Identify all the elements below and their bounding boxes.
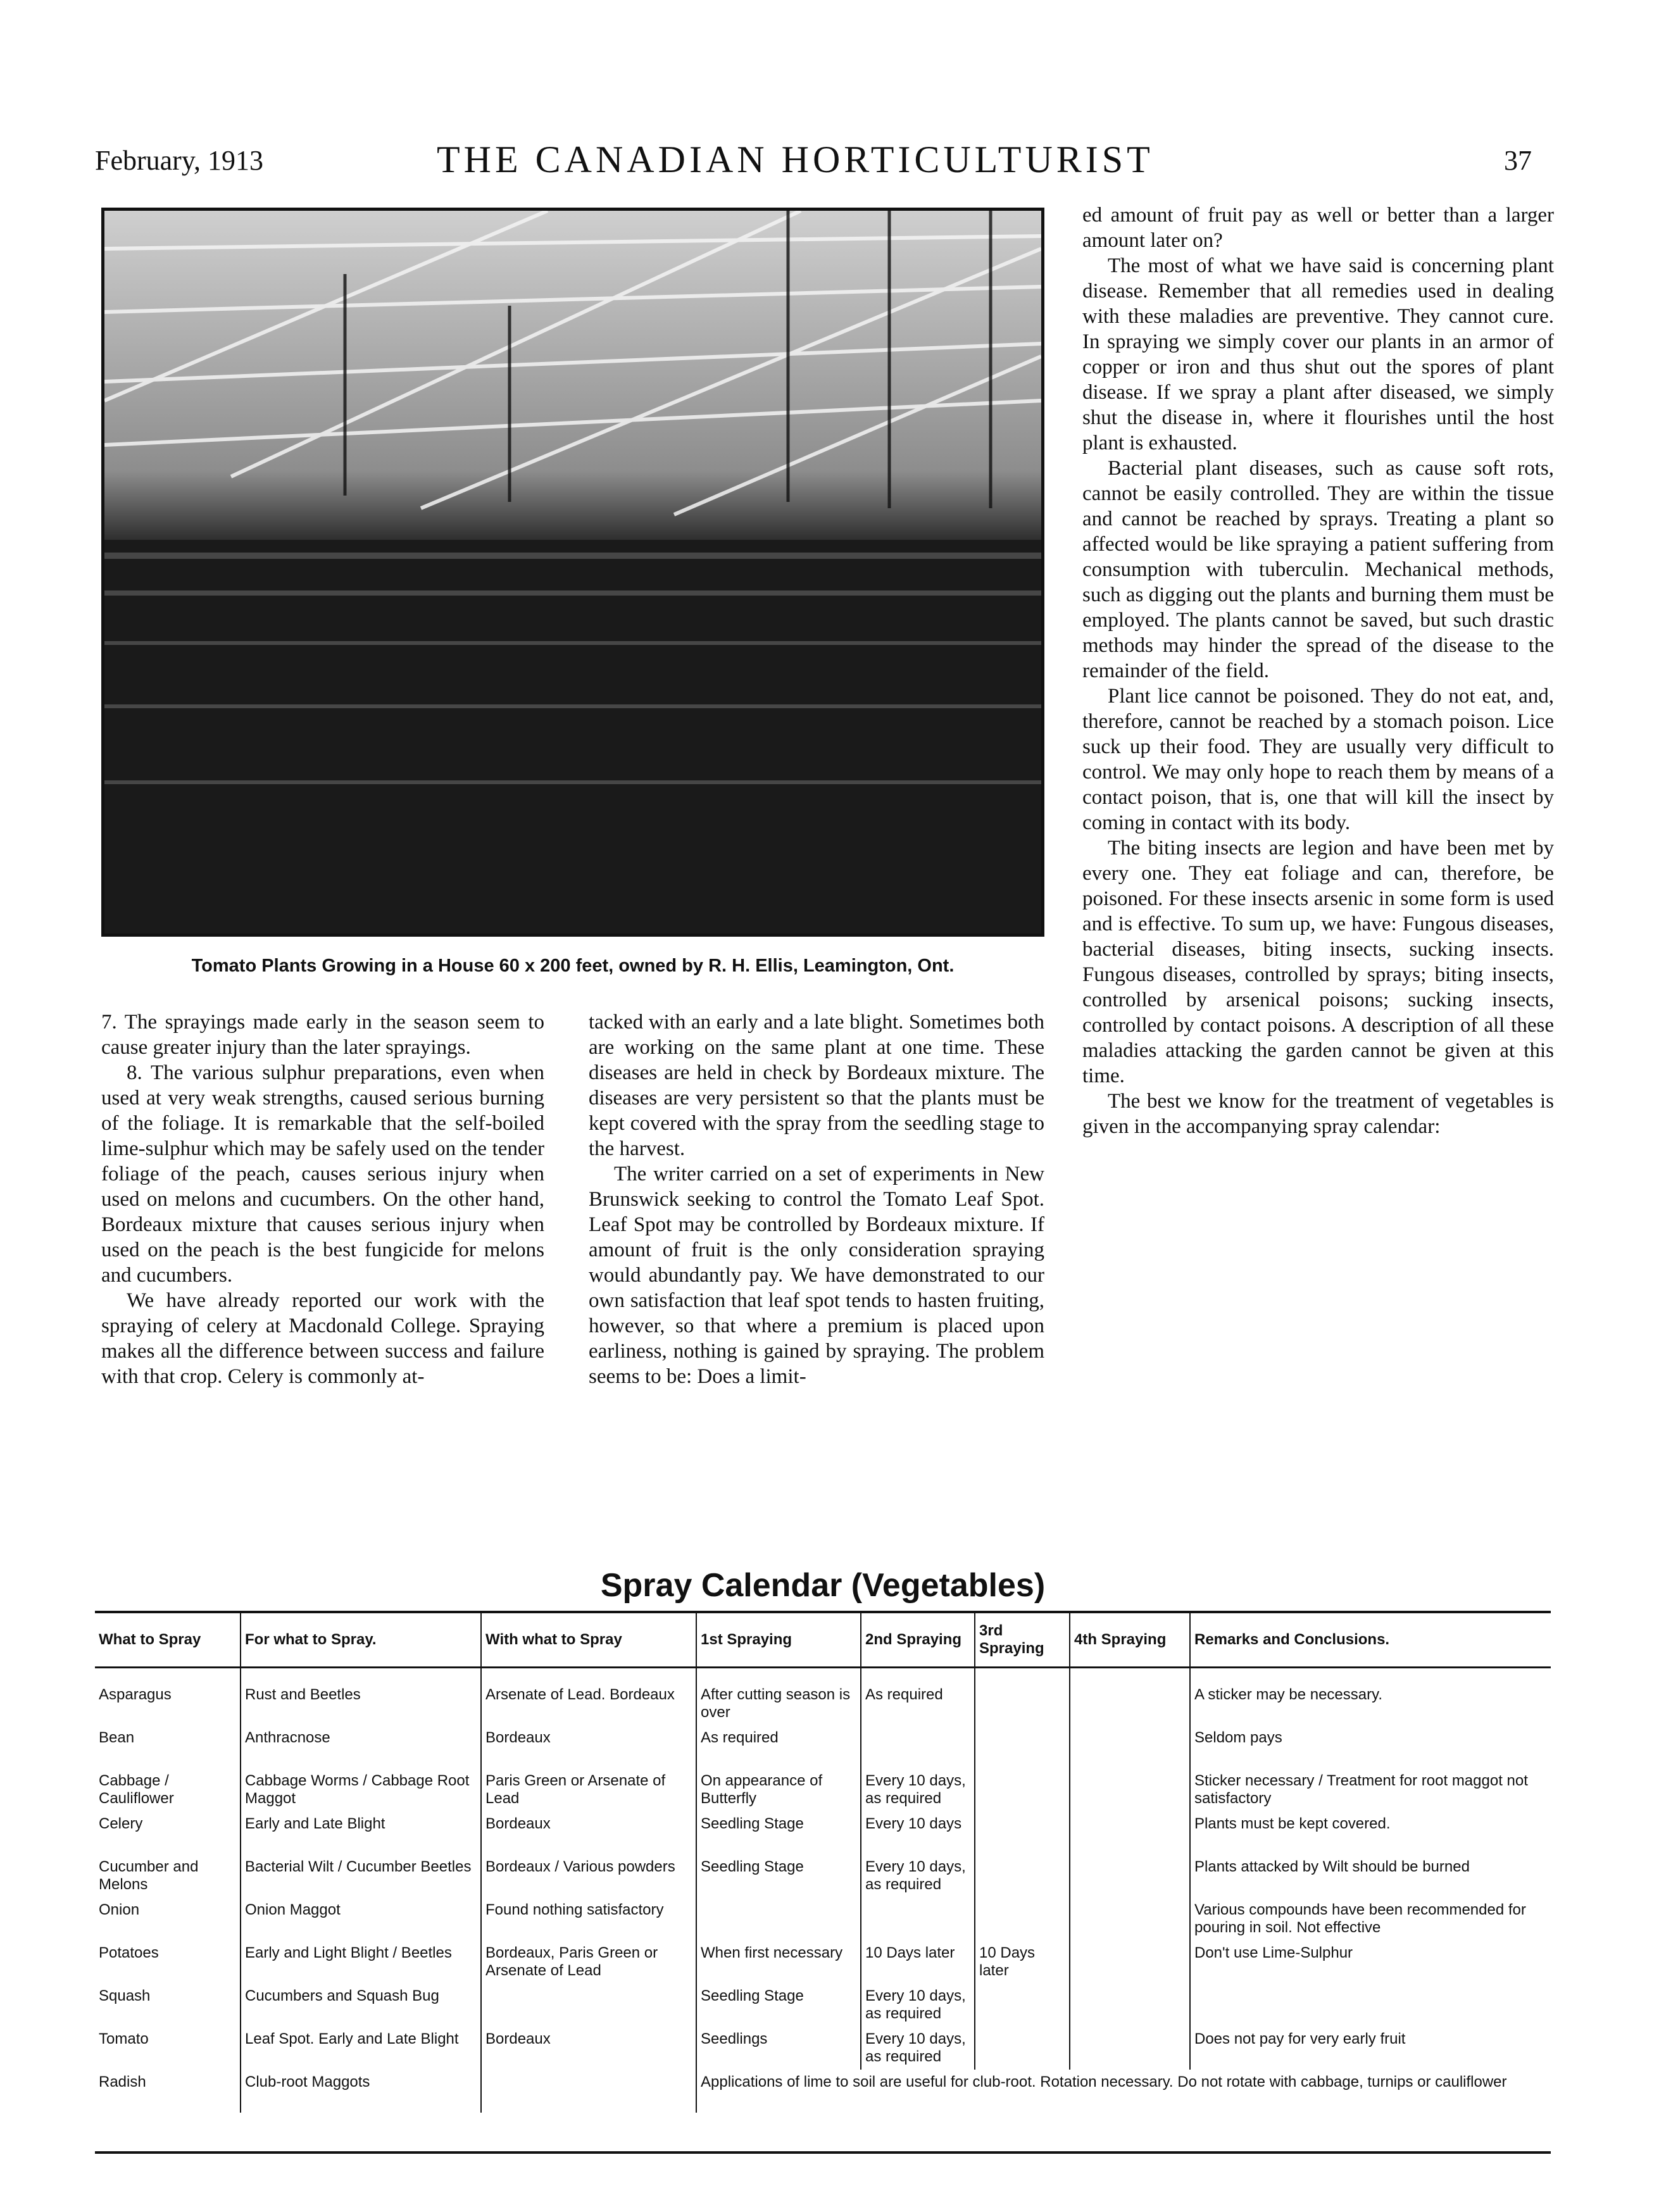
table-cell	[1070, 1940, 1190, 1984]
table-cell: Bordeaux / Various powders	[481, 1854, 696, 1897]
paragraph: ed amount of fruit pay as well or better than a larger amount later on?	[1082, 204, 1554, 252]
calendar-title: Spray Calendar (Vegetables)	[600, 1567, 1046, 1604]
table-cell	[481, 1984, 696, 2027]
table-cell	[861, 1725, 975, 1768]
paragraph: The best we know for the treatment of vegetables is given in the accompanying spray calendar:	[1082, 1090, 1554, 1138]
column-header: With what to Spray	[481, 1613, 696, 1668]
table-cell: Plants attacked by Wilt should be burned	[1194, 1858, 1470, 1875]
table-cell: Squash	[95, 1984, 241, 2027]
table-row	[95, 2027, 1551, 2070]
table-cell	[1070, 2027, 1190, 2070]
table-cell	[975, 2027, 1070, 2070]
column-header: 3rd Spraying	[975, 1613, 1070, 1668]
column-header: What to Spray	[95, 1613, 241, 1668]
table-cell: Applications of lime to soil are useful for club-root. Rotation necessary. Do not rotate with cabbage, turnips or cauliflower	[701, 2073, 1507, 2090]
table-row	[95, 1984, 1551, 2027]
table-cell	[696, 1897, 861, 1940]
column-header: 1st Spraying	[696, 1613, 861, 1668]
table-cell	[1070, 1811, 1190, 1854]
column-left	[101, 1009, 544, 1389]
table-cell	[975, 1668, 1070, 1726]
spray-calendar	[95, 1611, 1551, 2154]
table-cell: 10 Days later	[861, 1940, 975, 1984]
table-cell	[975, 1984, 1070, 2027]
table-cell	[1070, 1668, 1190, 1726]
table-cell	[1070, 1768, 1190, 1811]
table-cell	[975, 1725, 1070, 1768]
table-row	[95, 1768, 1551, 1811]
table-cell	[1070, 1725, 1190, 1768]
table-cell: Seedlings	[696, 2027, 861, 2070]
greenhouse-photo	[101, 208, 1044, 937]
spray-calendar-table	[95, 1613, 1551, 2113]
table-row	[95, 2070, 1551, 2113]
table-cell: Every 10 days, as required	[861, 1854, 975, 1897]
page-number: 37	[1504, 145, 1532, 176]
table-cell	[1070, 1897, 1190, 1940]
table-cell: Seedling Stage	[696, 1854, 861, 1897]
paragraph: The writer carried on a set of experiments in New Brunswick seeking to control the Tomato Leaf Spot. Leaf Spot may be controlled by Bordeaux mixture. If amount of fruit is the only consideration spraying would abundantly pay. We have demonstrated to our own satisfaction that leaf spot tends to hasten fruiting, however, so that where a premium is placed upon earliness, nothing is gained by spraying. The problem seems to be: Does a limit-	[589, 1163, 1044, 1388]
paragraph: tacked with an early and a late blight. Sometimes both are working on the same plant at one time. These diseases are held in check by Bordeaux mixture. The diseases are very persistent so that the plants must be kept covered with the spray from the seedling stage to the harvest.	[589, 1011, 1044, 1160]
paragraph: The most of what we have said is concerning plant disease. Remember that all remedies used in dealing with these maladies are preventive. They cannot cure. In spraying we simply cover our plants in an armor of copper or iron and thus shut out the spores of plant disease. If we spray a plant after diseased, we simply shut the disease in, where it flourishes until the host plant is exhausted.	[1082, 254, 1554, 454]
table-cell: As required	[861, 1668, 975, 1726]
table-cell: Cucumbers and Squash Bug	[241, 1984, 481, 2027]
table-cell: Onion	[95, 1897, 241, 1940]
column-right	[1082, 203, 1554, 1139]
table-cell: Seldom pays	[1194, 1729, 1282, 1746]
table-cell: Cucumber and Melons	[95, 1854, 241, 1897]
table-cell: Asparagus	[95, 1668, 241, 1726]
table-cell: Bordeaux	[481, 2027, 696, 2070]
table-cell	[1190, 1984, 1551, 2027]
table-row	[95, 1668, 1551, 1726]
table-cell: Paris Green or Arsenate of Lead	[481, 1768, 696, 1811]
table-row	[95, 1854, 1551, 1897]
table-cell: Leaf Spot. Early and Late Blight	[241, 2027, 481, 2070]
table-cell: Bean	[95, 1725, 241, 1768]
table-cell: Sticker necessary / Treatment for root maggot not satisfactory	[1194, 1772, 1528, 1807]
table-cell: Various compounds have been recommended for pouring in soil. Not effective	[1194, 1901, 1526, 1936]
table-cell: Bordeaux, Paris Green or Arsenate of Lead	[481, 1940, 696, 1984]
paragraph: Plant lice cannot be poisoned. They do not eat, and, therefore, cannot be reached by a stomach poison. Lice suck up their food. They are usually very difficult to control. We may only hope to reach them by means of a contact poison, that is, one that will kill the insect by coming in contact with its body.	[1082, 685, 1554, 834]
table-cell: Potatoes	[95, 1940, 241, 1984]
table-row	[95, 1940, 1551, 1984]
table-cell	[975, 1854, 1070, 1897]
table-cell: Anthracnose	[241, 1725, 481, 1768]
table-cell: Early and Late Blight	[241, 1811, 481, 1854]
paragraph: The biting insects are legion and have been met by every one. They eat foliage and can, therefore, be poisoned. For these insects arsenic in some form is used and is effective. To sum up, we have: Fungous diseases, bacterial diseases, biting insects, sucking insects. Fungous diseases, controlled by sprays; biting insects, controlled by arsenical poisons; sucking insects, controlled by contact poisons. A description of all these maladies attacking the garden cannot be given at this time.	[1082, 837, 1554, 1087]
table-cell: Bordeaux	[481, 1725, 696, 1768]
table-cell: Arsenate of Lead. Bordeaux	[481, 1668, 696, 1726]
paragraph: 8. The various sulphur preparations, even when used at very weak strengths, caused serious burning of the foliage. It is remarkable that the self-boiled lime-sulphur which may be safely used on the tender foliage of the peach, causes serious injury when used on melons and cucumbers. On the other hand, Bordeaux mixture that causes serious injury when used on the peach is the best fungicide for melons and cucumbers.	[101, 1061, 544, 1287]
table-cell: Rust and Beetles	[241, 1668, 481, 1726]
table-cell: Tomato	[95, 2027, 241, 2070]
table-cell: Early and Light Blight / Beetles	[241, 1940, 481, 1984]
table-cell	[975, 1897, 1070, 1940]
table-cell: Bordeaux	[481, 1811, 696, 1854]
table-cell: Seedling Stage	[696, 1811, 861, 1854]
table-cell: Every 10 days, as required	[861, 2027, 975, 2070]
table-cell: Bacterial Wilt / Cucumber Beetles	[241, 1854, 481, 1897]
page-header	[95, 138, 1532, 189]
column-header: 2nd Spraying	[861, 1613, 975, 1668]
table-cell: As required	[696, 1725, 861, 1768]
table-cell: Found nothing satisfactory	[481, 1897, 696, 1940]
table-cell: A sticker may be necessary.	[1194, 1686, 1382, 1703]
table-cell: Every 10 days, as required	[861, 1768, 975, 1811]
publication-title: THE CANADIAN HORTICULTURIST	[437, 139, 1154, 180]
table-header-row	[95, 1613, 1551, 1668]
issue-date: February, 1913	[95, 145, 263, 176]
table-cell: Cabbage Worms / Cabbage Root Maggot	[241, 1768, 481, 1811]
table-cell: Seedling Stage	[696, 1984, 861, 2027]
photo-caption: Tomato Plants Growing in a House 60 x 200 feet, owned by R. H. Ellis, Leamington, Ont.	[191, 956, 955, 976]
column-header: 4th Spraying	[1070, 1613, 1190, 1668]
table-cell	[481, 2070, 696, 2113]
table-cell	[861, 1897, 975, 1940]
table-cell: Onion Maggot	[241, 1897, 481, 1940]
paragraph: Bacterial plant diseases, such as cause soft rots, cannot be easily controlled. They are within the tissue and cannot be reached by sprays. Treating a plant so affected would be like spraying a patient suffering from consumption with tuberculin. Mechanical methods, such as digging out the plants and burning them must be employed. The plants cannot be saved, but such drastic methods may hinder the spread of the disease to the remainder of the field.	[1082, 457, 1554, 682]
table-cell: Club-root Maggots	[241, 2070, 481, 2113]
column-header: For what to Spray.	[241, 1613, 481, 1668]
table-cell: Does not pay for very early fruit	[1194, 2030, 1406, 2047]
table-row	[95, 1725, 1551, 1768]
table-cell	[1070, 1854, 1190, 1897]
table-cell: Don't use Lime-Sulphur	[1194, 1944, 1353, 1961]
table-cell	[975, 1811, 1070, 1854]
column-header: Remarks and Conclusions.	[1190, 1613, 1551, 1668]
table-cell: Plants must be kept covered.	[1194, 1815, 1391, 1832]
table-cell	[1070, 1984, 1190, 2027]
table-cell: When first necessary	[696, 1940, 861, 1984]
paragraph: 7. The sprayings made early in the season seem to cause greater injury than the later sprayings.	[101, 1011, 544, 1059]
paragraph: We have already reported our work with the spraying of celery at Macdonald College. Spraying makes all the difference between success and failure with that crop. Celery is commonly at-	[101, 1289, 544, 1388]
table-cell: Every 10 days	[861, 1811, 975, 1854]
table-cell	[975, 1768, 1070, 1811]
table-row	[95, 1897, 1551, 1940]
table-cell: Radish	[95, 2070, 241, 2113]
table-cell: 10 Days later	[975, 1940, 1070, 1984]
table-cell: Cabbage / Cauliflower	[95, 1768, 241, 1811]
table-cell: Every 10 days, as required	[861, 1984, 975, 2027]
column-middle	[589, 1009, 1044, 1389]
table-cell: On appearance of Butterfly	[696, 1768, 861, 1811]
table-row	[95, 1811, 1551, 1854]
table-cell: After cutting season is over	[696, 1668, 861, 1726]
table-cell: Celery	[95, 1811, 241, 1854]
